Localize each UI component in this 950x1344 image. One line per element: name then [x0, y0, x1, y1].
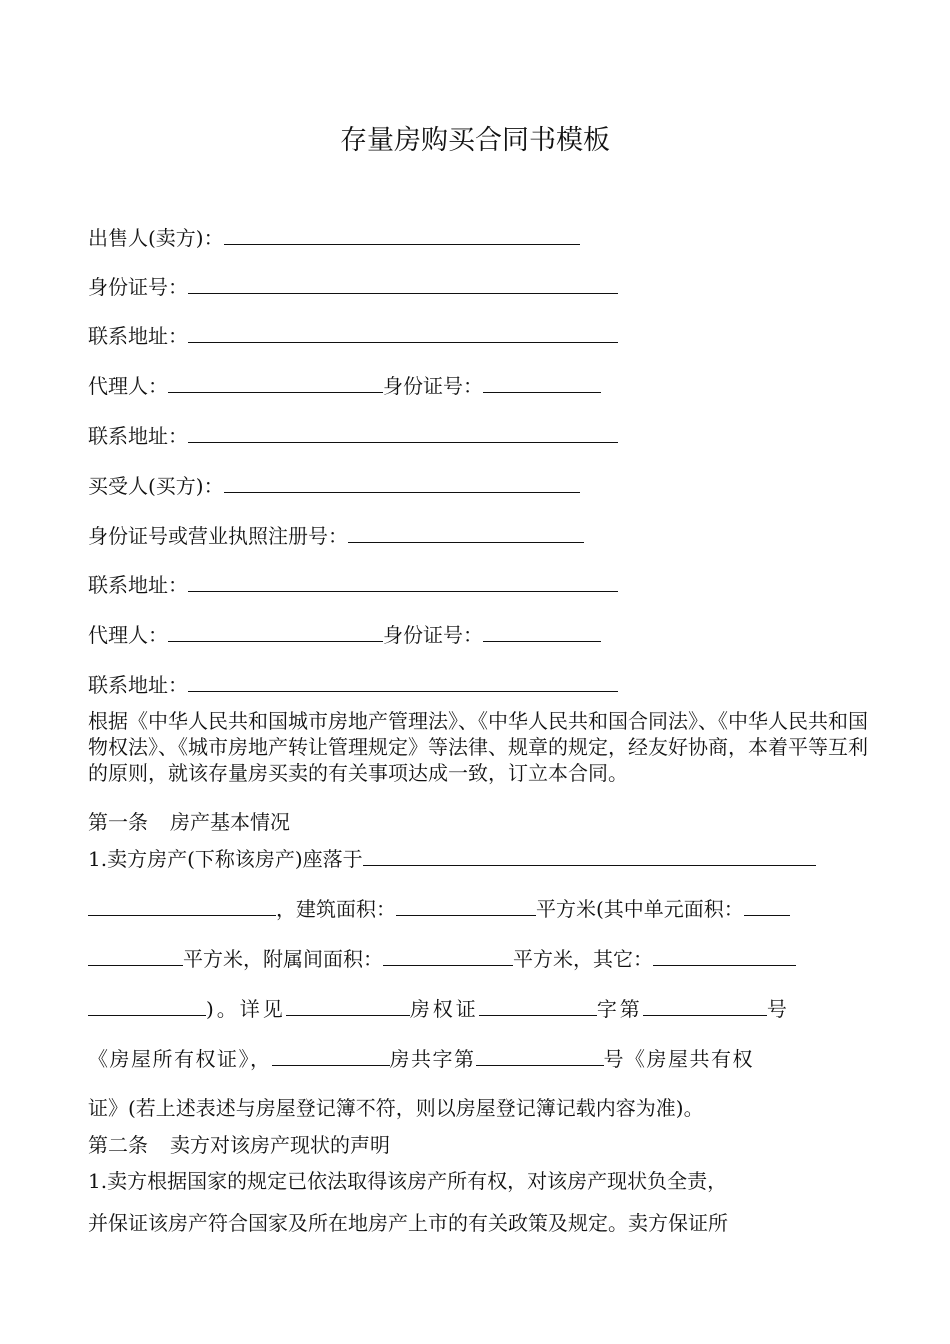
buyer-address-label: 联系地址：	[88, 573, 188, 597]
seller-agent-address-row	[88, 420, 618, 451]
unit-area-blank[interactable]	[744, 893, 790, 916]
seller-agent-address-label: 联系地址：	[88, 424, 188, 448]
seller-name-label: 出售人(卖方)：	[88, 226, 224, 250]
seller-agent-address-blank[interactable]	[188, 420, 618, 443]
article-2-title: 卖方对该房产现状的声明	[170, 1133, 390, 1157]
article-1-number: 第一条	[88, 810, 148, 834]
buyer-id-blank[interactable]	[348, 520, 584, 543]
ownership-cert-label: 《房屋所有权证》，	[88, 1047, 272, 1071]
buyer-agent-label: 代理人：	[88, 623, 168, 647]
co-ownership-prefix-blank[interactable]	[272, 1043, 390, 1066]
seller-address-row	[88, 320, 618, 351]
buyer-agent-address-row	[88, 669, 618, 700]
page-title: 存量房购买合同书模板	[340, 125, 610, 156]
seller-address-label: 联系地址：	[88, 324, 188, 348]
buyer-name-row	[88, 470, 580, 501]
certificate-number-blank[interactable]	[643, 993, 767, 1016]
seller-agent-blank[interactable]	[168, 370, 383, 393]
article-1-title: 房产基本情况	[170, 810, 290, 834]
buyer-name-label: 买受人(买方)：	[88, 474, 224, 498]
buyer-agent-row	[88, 619, 601, 650]
other-area-blank-cont[interactable]	[88, 993, 206, 1016]
article-1-heading	[88, 808, 290, 836]
seller-address-blank[interactable]	[188, 320, 618, 343]
property-location-blank-cont[interactable]	[88, 893, 276, 916]
certificate-prefix-blank[interactable]	[286, 993, 410, 1016]
buyer-address-blank[interactable]	[188, 569, 618, 592]
co-ownership-cert-label: 号《房屋共有权	[603, 1047, 754, 1071]
co-ownership-word-label: 房共字第	[389, 1047, 476, 1071]
article-2-heading	[88, 1131, 390, 1159]
buyer-id-row	[88, 520, 584, 551]
buyer-agent-address-blank[interactable]	[188, 669, 618, 692]
article-2-number: 第二条	[88, 1133, 148, 1157]
buyer-name-blank[interactable]	[224, 470, 580, 493]
property-location-blank[interactable]	[363, 843, 816, 866]
article-1-line-6: 证》(若上述表述与房屋登记簿不符，则以房屋登记簿记载内容为准)。	[88, 1096, 704, 1120]
buyer-id-label: 身份证号或营业执照注册号：	[88, 524, 348, 548]
buyer-address-row	[88, 569, 618, 600]
seller-id-label: 身份证号：	[88, 275, 188, 299]
other-area-blank[interactable]	[653, 943, 796, 966]
annex-area-label: 平方米，附属间面积：	[183, 947, 383, 971]
article-2-line-1: 1.卖方根据国家的规定已依法取得该房产所有权，对该房产现状负全责，	[88, 1169, 728, 1193]
word-no-label: 字第	[596, 997, 643, 1021]
seller-id-blank[interactable]	[188, 271, 618, 294]
certificate-word-blank[interactable]	[479, 993, 597, 1016]
buyer-agent-id-label: 身份证号：	[383, 623, 483, 647]
certificate-label: 房权证	[409, 997, 479, 1021]
number-suffix-label: 号	[766, 997, 790, 1021]
other-area-label: 平方米，其它：	[513, 947, 653, 971]
buyer-agent-blank[interactable]	[168, 619, 383, 642]
property-location-label: 1.卖方房产(下称该房产)座落于	[88, 847, 363, 871]
annex-area-blank[interactable]	[383, 943, 513, 966]
article-1-line-5	[88, 1043, 754, 1074]
building-area-blank[interactable]	[396, 893, 536, 916]
seller-name-row	[88, 222, 580, 253]
buyer-agent-id-blank[interactable]	[483, 619, 601, 642]
seller-agent-id-label: 身份证号：	[383, 374, 483, 398]
article-2-line-2: 并保证该房产符合国家及所在地房产上市的有关政策及规定。卖方保证所	[88, 1211, 728, 1235]
seller-id-row	[88, 271, 618, 302]
buyer-agent-address-label: 联系地址：	[88, 673, 188, 697]
building-area-label: ，建筑面积：	[276, 897, 396, 921]
article-1-line-4	[88, 993, 790, 1024]
seller-agent-label: 代理人：	[88, 374, 168, 398]
article-1-line-3	[88, 943, 796, 974]
seller-agent-id-blank[interactable]	[483, 370, 601, 393]
see-label: )。详见	[206, 997, 286, 1021]
preamble-paragraph: 根据《中华人民共和国城市房地产管理法》、《中华人民共和国合同法》、《中华人民共和国物权法》、《城市房地产转让管理规定》等法律、规章的规定，经友好协商，本着平等互利的原则，就该存量房买卖的有关事项达成一致，订立本合同。	[88, 709, 868, 785]
seller-agent-row	[88, 370, 601, 401]
co-ownership-number-blank[interactable]	[476, 1043, 604, 1066]
unit-area-label: 平方米(其中单元面积：	[536, 897, 744, 921]
article-1-line-2	[88, 893, 790, 924]
seller-name-blank[interactable]	[224, 222, 580, 245]
unit-area-blank-cont[interactable]	[88, 943, 183, 966]
article-1-line-1	[88, 843, 816, 874]
